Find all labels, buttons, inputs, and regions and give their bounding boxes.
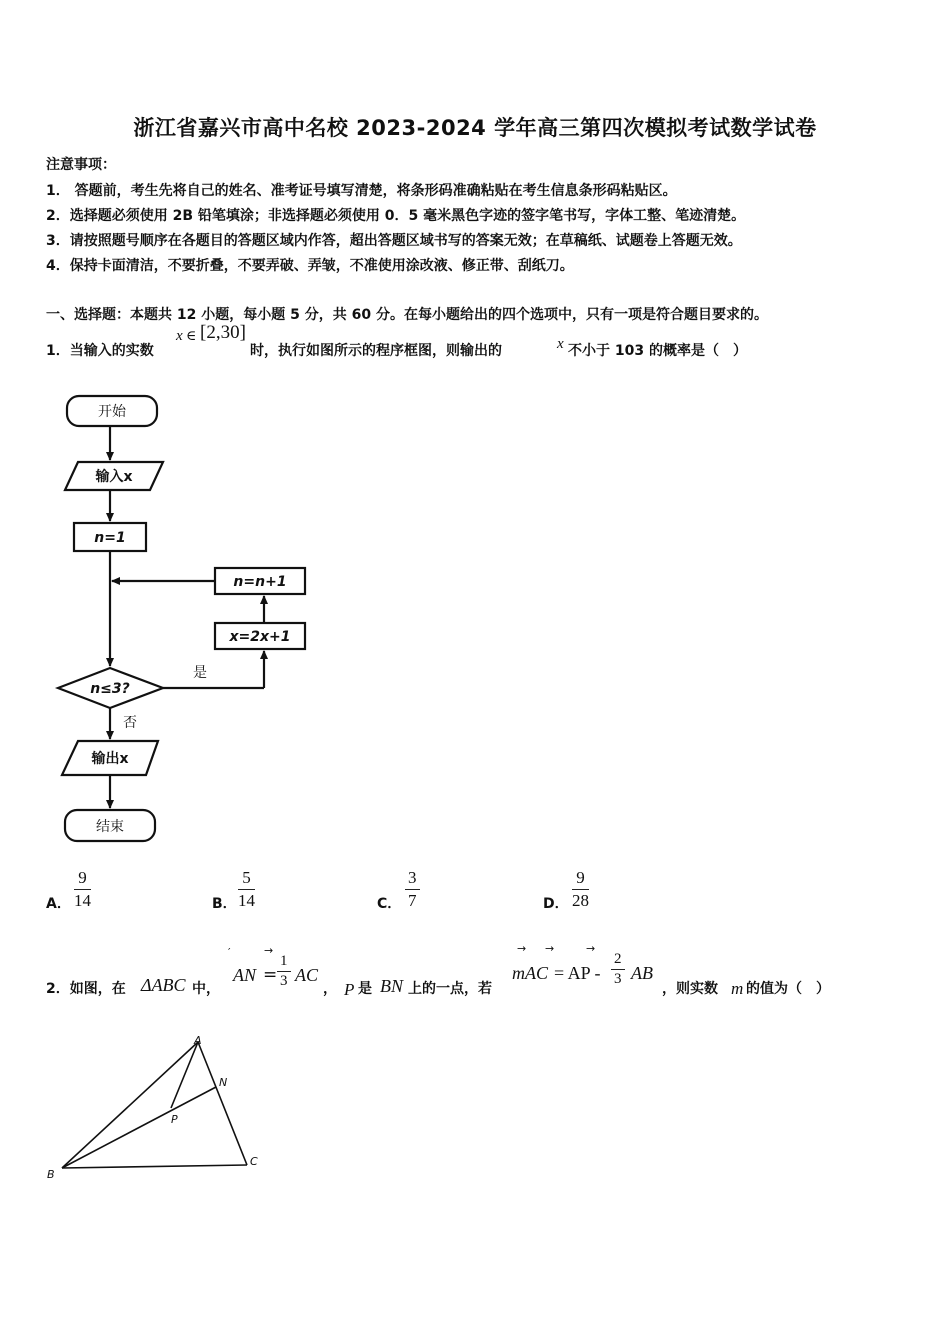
q2-onpoint: 上的一点，若 bbox=[408, 981, 492, 997]
page-title: 浙江省嘉兴市高中名校 2023-2024 学年高三第四次模拟考试数学试卷 bbox=[133, 116, 817, 140]
q2-frac1-num: 1 bbox=[277, 953, 291, 972]
q2-frac2-den: 3 bbox=[614, 971, 622, 987]
flow-init-label: n=1 bbox=[94, 530, 126, 546]
q2-var-m: m bbox=[731, 979, 744, 998]
q2-triangle bbox=[141, 975, 186, 996]
q1-option-d-den: 28 bbox=[572, 891, 589, 910]
segment-bn bbox=[62, 1087, 216, 1168]
notice-item-2: 2．选择题必须使用 2B 铅笔填涂；非选择题必须使用 0．5 毫米黑色字迹的签字笔书写，字体工整、笔迹清楚。 bbox=[46, 208, 746, 224]
notice-item-3: 3．请按照题号顺序在各题目的答题区域内作答，超出答题区域书写的答案无效；在草稿纸、试题卷上答题无效。 bbox=[46, 233, 742, 249]
q1-option-c-letter: C． bbox=[377, 896, 402, 912]
flow-update-x-label: x=2x+1 bbox=[229, 629, 291, 645]
q2-zhong: 中， bbox=[192, 981, 220, 997]
q1-in-symbol: ∈ bbox=[186, 328, 197, 344]
q2-triangle-name: ΔABC bbox=[141, 975, 186, 995]
q2-vec-an: AN bbox=[233, 965, 257, 985]
q2-vec-ac-arrow-icon: → bbox=[264, 944, 274, 957]
q2-vec-ac: AC bbox=[295, 965, 319, 985]
q2-vec-ap-arrow-icon: → bbox=[545, 942, 555, 955]
notice-heading: 注意事项： bbox=[46, 157, 116, 173]
q1-option-d-fraction bbox=[572, 868, 589, 911]
q2-suffix: ，则实数 bbox=[662, 981, 718, 997]
label-p: P bbox=[171, 1113, 178, 1126]
notice-item-4: 4．保持卡面清洁，不要折叠，不要弄破、弄皱，不准使用涂改液、修正带、刮纸刀。 bbox=[46, 258, 574, 274]
q1-option-d-letter: D． bbox=[543, 896, 569, 912]
flow-start-label: 开始 bbox=[98, 404, 126, 420]
q2-m-ac: mAC bbox=[512, 963, 548, 983]
q2-frac2 bbox=[611, 951, 625, 988]
q1-middle: 时，执行如图所示的程序框图，则输出的 bbox=[250, 343, 502, 359]
q2-vec-an-arrow-icon: ′ bbox=[228, 946, 231, 959]
q2-vec-ab-arrow-icon: → bbox=[586, 942, 596, 955]
label-b: B bbox=[47, 1168, 55, 1181]
q1-suffix: 不小于 103 的概率是（ ） bbox=[568, 343, 747, 359]
edge-bc bbox=[62, 1165, 247, 1168]
q2-point-p: P bbox=[344, 980, 355, 999]
q2-frac1 bbox=[277, 953, 291, 990]
q2-prefix: 2．如图，在 bbox=[46, 981, 126, 997]
q2-vec-ac2-arrow-icon: → bbox=[517, 942, 527, 955]
q1-option-d-num: 9 bbox=[572, 868, 589, 890]
q1-option-c-num: 3 bbox=[405, 868, 420, 890]
q2-vec-ab: AB bbox=[631, 963, 653, 983]
q2-eq2: = AP - bbox=[554, 963, 601, 983]
q1-var-x2: x bbox=[557, 336, 564, 352]
label-a: A bbox=[194, 1034, 202, 1047]
q1-option-c-den: 7 bbox=[408, 891, 417, 910]
flow-update-n-label: n=n+1 bbox=[233, 574, 287, 590]
q1-option-b-den: 14 bbox=[238, 891, 255, 910]
q1-option-a-num: 9 bbox=[74, 868, 91, 890]
notice-item-1: 1． 答题前，考生先将自己的姓名、准考证号填写清楚，将条形码准确粘贴在考生信息条形码粘贴区。 bbox=[46, 183, 677, 199]
q1-interval: [2,30] bbox=[200, 322, 246, 343]
q1-option-a-fraction bbox=[74, 868, 91, 911]
q1-option-b-num: 5 bbox=[238, 868, 255, 890]
flowchart bbox=[50, 385, 320, 855]
q1-option-a-den: 14 bbox=[74, 891, 91, 910]
q1-prefix: 1．当输入的实数 bbox=[46, 343, 154, 359]
triangle-figure bbox=[40, 1030, 280, 1190]
q1-var-x: x bbox=[176, 328, 183, 344]
flow-input-label: 输入x bbox=[95, 469, 133, 485]
flow-output-label: 输出x bbox=[91, 751, 129, 767]
q2-is: 是 bbox=[358, 981, 372, 997]
q2-frac1-den: 3 bbox=[280, 973, 288, 989]
q1-option-b-fraction bbox=[238, 868, 255, 911]
flow-yes-label: 是 bbox=[193, 665, 207, 681]
q1-option-c-fraction bbox=[405, 868, 420, 911]
label-c: C bbox=[250, 1155, 258, 1168]
section-heading: 一、选择题：本题共 12 小题，每小题 5 分，共 60 分。在每小题给出的四个选项中，只有一项是符合题目要求的。 bbox=[46, 307, 768, 323]
q2-frac2-num: 2 bbox=[611, 951, 625, 970]
q2-comma: ， bbox=[323, 981, 337, 997]
flow-no-label: 否 bbox=[123, 715, 137, 731]
q2-eq1: = bbox=[263, 965, 278, 985]
q1-option-b-letter: B． bbox=[212, 896, 237, 912]
flow-condition-label: n≤3? bbox=[90, 681, 130, 697]
q1-option-a-letter: A． bbox=[46, 896, 71, 912]
q2-segment-bn: BN bbox=[380, 976, 404, 996]
edge-ac bbox=[198, 1042, 247, 1165]
flow-end-label: 结束 bbox=[96, 819, 124, 835]
label-n: N bbox=[219, 1076, 228, 1089]
edge-ab bbox=[62, 1042, 198, 1168]
q2-tail: 的值为（ ） bbox=[746, 981, 830, 997]
